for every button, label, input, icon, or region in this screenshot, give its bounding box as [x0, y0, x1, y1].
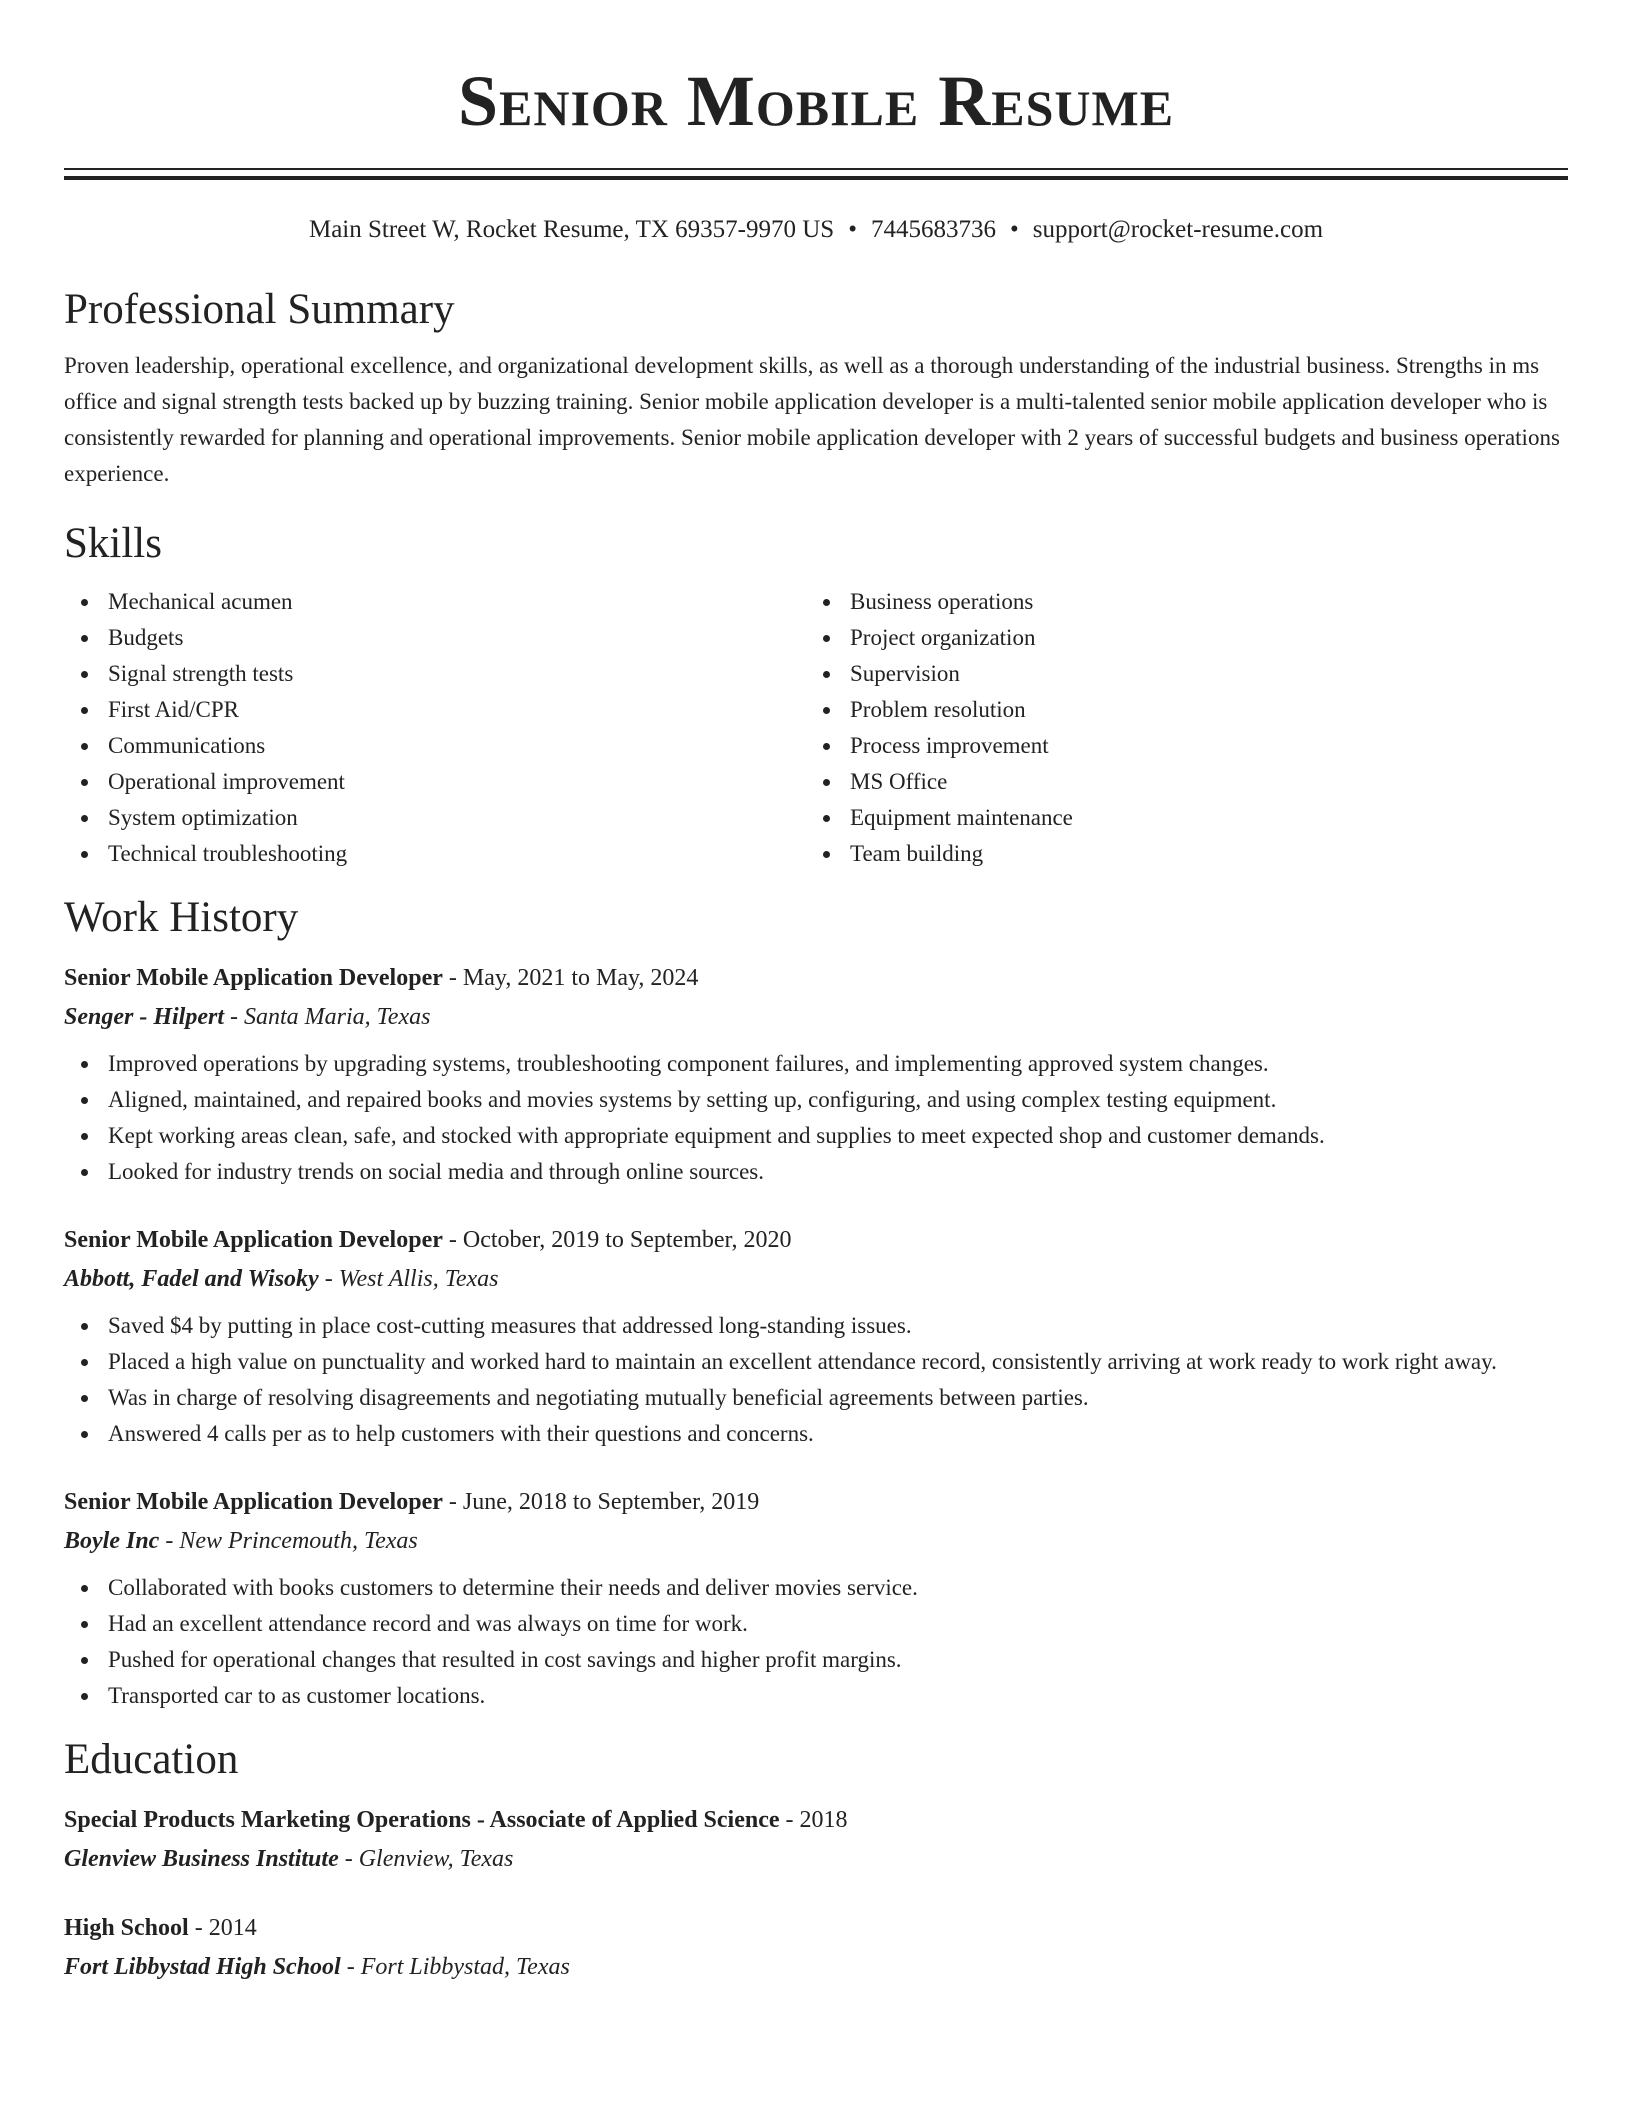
work-history-section: [64, 892, 1568, 1714]
job-title-line: [64, 1220, 1568, 1260]
skill-item: Equipment maintenance: [806, 800, 1548, 836]
education-location: - Fort Libbystad, Texas: [340, 1954, 570, 1980]
summary-section: [64, 284, 1568, 492]
contact-email: support@rocket-resume.com: [1032, 216, 1324, 243]
job-dates: - October, 2019 to September, 2020: [442, 1227, 792, 1253]
education-degree: High School: [64, 1915, 189, 1941]
education-school-line: [64, 1948, 1568, 1986]
job-title: Senior Mobile Application Developer: [64, 1489, 443, 1515]
job-bullet: Collaborated with books customers to determine their needs and deliver movies service.: [64, 1570, 1568, 1606]
skill-item: Signal strength tests: [64, 656, 806, 692]
contact-phone: 7445683736: [870, 216, 996, 243]
job-company: Boyle Inc: [64, 1528, 160, 1554]
skill-item: Project organization: [806, 620, 1548, 656]
job-bullet: Aligned, maintained, and repaired books and movies systems by setting up, configuring, and using complex testing equipment.: [64, 1082, 1568, 1118]
job-company-line: [64, 1260, 1568, 1298]
job-bullet: Pushed for operational changes that resulted in cost savings and higher profit margins.: [64, 1642, 1568, 1678]
education-degree-line: [64, 1800, 1568, 1840]
skill-item: Operational improvement: [64, 764, 806, 800]
contact-separator: •: [1009, 216, 1019, 243]
education-section: [64, 1734, 1568, 1986]
job-company: Senger - Hilpert: [64, 1004, 224, 1030]
job-entry: [64, 958, 1568, 1190]
skill-item: First Aid/CPR: [64, 692, 806, 728]
education-year: - 2014: [188, 1915, 257, 1941]
skill-item: Technical troubleshooting: [64, 836, 806, 872]
job-bullet: Transported car to as customer locations.: [64, 1678, 1568, 1714]
resume-title: Senior Mobile Resume: [457, 61, 1175, 141]
skills-section: [64, 518, 1568, 872]
job-bullets: [64, 1308, 1568, 1452]
job-company: Abbott, Fadel and Wisoky: [64, 1266, 319, 1292]
summary-heading: Professional Summary: [64, 286, 455, 333]
education-school: Glenview Business Institute: [64, 1846, 339, 1872]
skill-item: MS Office: [806, 764, 1548, 800]
education-entry: [64, 1800, 1568, 1878]
job-entry: [64, 1482, 1568, 1714]
job-title: Senior Mobile Application Developer: [64, 965, 443, 991]
summary-text: Proven leadership, operational excellence, and organizational development skills, as well as a thorough understanding of the industrial business. Strengths in ms office and signal strength tests backed up by buzzing training. Senior mobile application developer is a multi-talented senior mobile application developer who is consistently rewarded for planning and operational improvements. Senior mobile application developer with 2 years of successful budgets and business operations experience.: [64, 353, 1560, 486]
skill-item: Problem resolution: [806, 692, 1548, 728]
job-bullet: Improved operations by upgrading systems, troubleshooting component failures, and implementing approved system changes.: [64, 1046, 1568, 1082]
job-title-line: [64, 1482, 1568, 1522]
contact-address: Main Street W, Rocket Resume, TX 69357-9970 US: [308, 216, 835, 243]
work-history-heading: Work History: [64, 894, 299, 941]
skills-left-column: [64, 584, 806, 872]
job-location: - West Allis, Texas: [318, 1266, 499, 1292]
contact-separator: •: [848, 216, 857, 243]
contact-line: [64, 214, 1568, 246]
job-bullet: Answered 4 calls per as to help customers with their questions and concerns.: [64, 1416, 1568, 1452]
job-title: Senior Mobile Application Developer: [64, 1227, 443, 1253]
title-double-rule: [64, 168, 1568, 180]
job-bullet: Was in charge of resolving disagreements and negotiating mutually beneficial agreements between parties.: [64, 1380, 1568, 1416]
skill-item: Communications: [64, 728, 806, 764]
job-bullet: Had an excellent attendance record and was always on time for work.: [64, 1606, 1568, 1642]
skill-item: Team building: [806, 836, 1548, 872]
education-school: Fort Libbystad High School: [64, 1954, 341, 1980]
job-location: - Santa Maria, Texas: [224, 1004, 431, 1030]
skills-columns: [64, 584, 1568, 872]
skills-heading: Skills: [64, 520, 162, 567]
job-dates: - June, 2018 to September, 2019: [442, 1489, 760, 1515]
skill-item: Process improvement: [806, 728, 1548, 764]
job-company-line: [64, 998, 1568, 1036]
skill-item: System optimization: [64, 800, 806, 836]
education-degree: Special Products Marketing Operations - Associate of Applied Science: [64, 1807, 780, 1833]
skills-right-column: [806, 584, 1548, 872]
job-company-line: [64, 1522, 1568, 1560]
job-bullet: Looked for industry trends on social media and through online sources.: [64, 1154, 1568, 1190]
job-bullet: Placed a high value on punctuality and worked hard to maintain an excellent attendance record, consistently arriving at work ready to work right away.: [64, 1344, 1568, 1380]
education-heading: Education: [64, 1736, 239, 1783]
job-bullet: Kept working areas clean, safe, and stocked with appropriate equipment and supplies to meet expected shop and customer demands.: [64, 1118, 1568, 1154]
job-entry: [64, 1220, 1568, 1452]
education-entry: [64, 1908, 1568, 1986]
education-location: - Glenview, Texas: [338, 1846, 514, 1872]
skill-item: Mechanical acumen: [64, 584, 806, 620]
skill-item: Business operations: [806, 584, 1548, 620]
skill-item: Supervision: [806, 656, 1548, 692]
job-location: - New Princemouth, Texas: [159, 1528, 418, 1554]
job-bullets: [64, 1570, 1568, 1714]
skill-item: Budgets: [64, 620, 806, 656]
job-dates: - May, 2021 to May, 2024: [442, 965, 699, 991]
job-bullet: Saved $4 by putting in place cost-cutting measures that addressed long-standing issues.: [64, 1308, 1568, 1344]
job-title-line: [64, 958, 1568, 998]
education-degree-line: [64, 1908, 1568, 1948]
education-school-line: [64, 1840, 1568, 1878]
education-year: - 2018: [779, 1807, 848, 1833]
job-bullets: [64, 1046, 1568, 1190]
